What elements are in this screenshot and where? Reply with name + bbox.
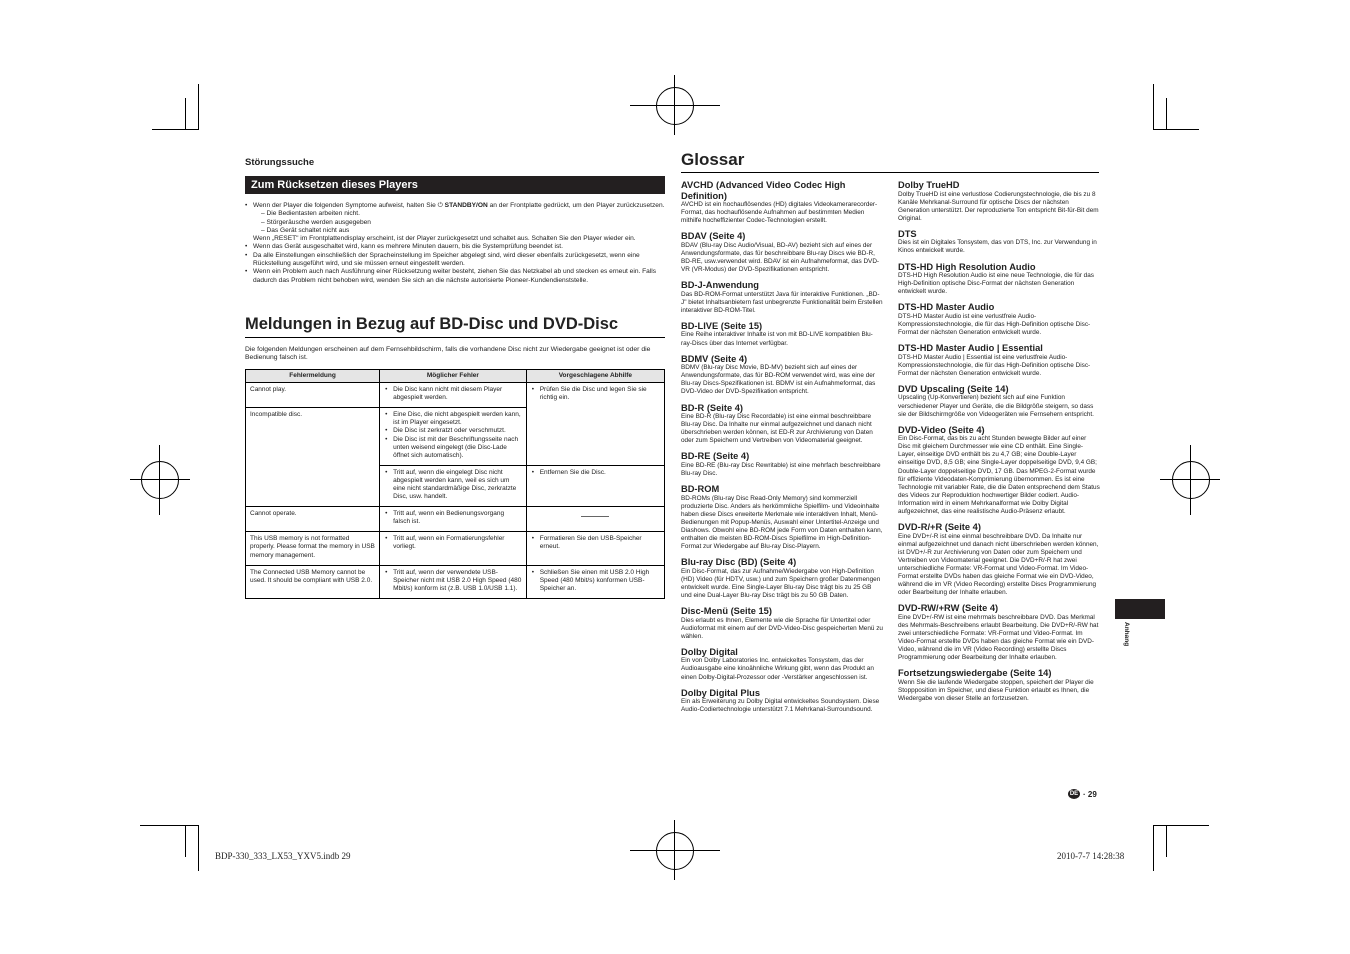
left-column [245, 150, 665, 599]
messages-heading: Meldungen in Bezug auf BD-Disc und DVD-Disc [245, 315, 665, 338]
crop-mark [152, 129, 199, 130]
section-label: Störungssuche [245, 157, 315, 168]
sub-item: – Das Gerät schaltet nicht aus [261, 226, 350, 234]
glossary-term: Dolby TrueHD [898, 180, 960, 190]
glossary-definition: Eine BD-RE (Blu-ray Disc Rewritable) ist eine mehrfach beschreibbare Blu-ray Disc. [681, 461, 881, 477]
glossary-entry [681, 403, 883, 446]
glossary-definition: Dies erlaubt es Ihnen, Elemente wie die Sprache für Untertitel oder Audioformat mit einem auf der DVD-Video-Disc gespeicherten Menü zu wählen. [681, 616, 883, 640]
sub-item: – Störgeräusche werden ausgegeben [261, 218, 371, 226]
crop-mark [185, 98, 186, 130]
column-header: Fehlermeldung [246, 369, 380, 382]
glossar-heading: Glossar [681, 150, 1099, 173]
table-cell: • Prüfen Sie die Disc und legen Sie sie richtig ein. [526, 383, 664, 466]
table-row [246, 532, 665, 565]
glossary-definition: BDMV (Blu-ray Disc Movie, BD-MV) bezieht sich auf eines der Anwendungsformate, das für BD-ROM verwendet wird, was eine der Blu-ray Discs-Spezifikationen ist. BDMV ist ein Aufnahmeformat, das DVD-Video der DVD-Spezifikation entspricht. [681, 364, 876, 396]
table-cell: The Connected USB Memory cannot be used. It should be compliant with USB 2.0. [246, 565, 380, 598]
glossary-definition: Eine DVD+/-R ist eine einmal beschreibbare DVD. Da Inhalte nur einmal aufgezeichnet und danach nicht überschrieben werden können, ist DVD+/-R zur Archivierung von Daten oder zum Speichern und Vertreiben von Videomaterial geeignet. Die DVD+R/-R hat zwei unterschiedliche Formate: VR-Format und Video-Format. Im Video-Format erstellte DVDs haben das gleiche Format wie ein DVD-Video, während die im VR (Video Recording) erstellte Discs Programmierung oder Bearbeitung der Inhalte erlauben. [898, 532, 1099, 597]
glossary-definition: Ein Disc-Format, das zur Aufnahme/Wiedergabe von High-Definition (HD) Video (für HDTV, usw.) und zum Speichern großer Datenmengen entwickelt wurde. Eine Single-Layer Blu-ray Disc trägt bis zu 25 GB und eine Dual-Layer Blu-ray Disc trägt bis zu 50 GB Daten. [681, 567, 881, 599]
table-row [246, 383, 665, 408]
glossary-entry [681, 280, 883, 315]
crop-mark [1166, 825, 1167, 857]
glossary-definition: DTS-HD High Resolution Audio ist eine neue Technologie, die für das High-Definition optische Disc-Format der nächsten Generation entwickelt wurde. [898, 272, 1094, 296]
glossary-term: BDAV (Seite 4) [681, 231, 746, 242]
glossary-entry [898, 302, 1100, 337]
glossary-term: BDMV (Seite 4) [681, 353, 748, 364]
glossary-entry [681, 688, 883, 715]
glossary-term: BD-J-Anwendung [681, 280, 759, 291]
glossary-entry [898, 522, 1100, 597]
glossary-definition: BDAV (Blu-ray Disc Audio/Visual, BD-AV) bezieht sich auf eines der Anwendungsformate, das für beschreibbare Blu-ray Discs wie BD-R, BD-RE, usw.verwendet wird. BDAV ist ein Aufnahmeformat, das DVD-VR (VR-Modus) der DVD-Spezifikationen entspricht. [681, 241, 880, 274]
registration-mark [656, 87, 694, 125]
glossary-definition: DTS-HD Master Audio ist eine verlustfreie Audio-Kompressionstechnologie, die für das High-Definition optische Disc-Format der nächsten Generation entwickelt wurde. [898, 312, 1091, 337]
crop-mark [1153, 825, 1154, 871]
standby-label: STANDBY/ON [444, 202, 488, 209]
glossary-entry [681, 321, 883, 348]
glossary-definition: Ein als Erweiterung zu Dolby Digital entwickeltes Soundsystem. Diese Audio-Codiertechnologie unterstützt 7.1 Mehrkanal-Surroundsound. [681, 698, 880, 714]
registration-mark [141, 461, 179, 499]
glossary-definition: Eine Reihe interaktiver Inhalte ist von mit BD-LIVE kompatiblen Blu-ray-Discs über das Internet verfügbar. [681, 331, 873, 347]
glossary-definition: Das BD-ROM-Format unterstützt Java für interaktive Funktionen. „BD-J" bietet Inhaltsanbietern fast unbegrenzte Funktionalität beim Erstellen interaktiver BD-ROM-Titel. [681, 290, 883, 314]
table-cell: • Tritt auf, wenn der verwendete USB-Speicher nicht mit USB 2.0 High Speed (480 Mbit/s) konform ist (z.B. USB 1.0/USB 1.1). [380, 565, 527, 598]
glossary-entry [681, 354, 883, 397]
registration-mark [1172, 461, 1210, 499]
reset-list [245, 202, 665, 285]
column-header: Vorgeschlagene Abhilfe [526, 369, 664, 382]
glossary-definition: Eine BD-R (Blu-ray Disc Recordable) ist eine einmal beschreibbare Blu-ray Disc. Da Inhalte nur einmal aufgezeichnet und danach nicht überschrieben werden können, ist ED-R zur Archivierung von Daten oder zum Speichern und Vertreiben von Videomaterial geeignet. [681, 413, 873, 445]
glossary-term: BD-RE (Seite 4) [681, 451, 750, 462]
glossary-term: Disc-Menü (Seite 15) [681, 606, 772, 617]
table-cell: • Formatieren Sie den USB-Speicher erneut. [526, 532, 664, 565]
glossary-term: BD-ROM [681, 484, 720, 495]
glossary-term: BD-R (Seite 4) [681, 402, 743, 413]
page-number [1068, 789, 1097, 799]
table-cell: Cannot operate. [246, 507, 380, 532]
registration-line [674, 75, 675, 135]
glossary-entry [898, 343, 1100, 378]
glossary-definition: Wenn Sie die laufende Wiedergabe stoppen, speichert der Player die Stoppposition im Speicher, und diese Funktion erlaubt es Ihnen, die Wiedergabe von dieser Stelle an fortzusetzen. [898, 678, 1094, 703]
messages-intro: Die folgenden Meldungen erscheinen auf dem Fernsehbildschirm, falls die vorhandene Disc nicht zur Wiedergabe geeignet ist oder die Bedienung falsch ist. [245, 345, 651, 362]
glossary-term: DVD-RW/+RW (Seite 4) [898, 603, 999, 614]
registration-line [674, 820, 675, 880]
crop-mark [198, 825, 199, 871]
list-item: • Wenn der Player die folgenden Symptome aufweist, halten Sie ⏻ STANDBY/ON an der Frontplatte gedrückt, um den Player zurückzusetzen. – Die Bedientasten arbeiten nicht. – Störgeräusche werden ausgegeben – Das Gerät schaltet nicht aus Wenn „RESET" im Frontplattendisplay erscheint, ist der Player zurückgesetzt und schaltet aus. Schalten Sie den Player wieder ein. [245, 202, 665, 243]
glossary-entry [681, 231, 883, 274]
power-icon: ⏻ [437, 202, 443, 209]
glossary-definition: Upscaling (Up-Konvertieren) bezieht sich auf eine Funktion verschiedener Player und Geräte, die die Bildgröße steigern, so dass sie der Bildschirmgröße von Videogeräten wie Fernsehern entspricht. [898, 394, 1094, 418]
glossary-term: Fortsetzungswiedergabe (Seite 14) [898, 668, 1052, 679]
list-item: • Wenn das Gerät ausgeschaltet wird, kann es mehrere Minuten dauern, bis die Systemprüfung beendet ist. [245, 243, 665, 251]
glossary-term: DVD Upscaling (Seite 14) [898, 383, 1009, 394]
glossary-term: Dolby Digital [681, 646, 738, 657]
crop-mark [1153, 825, 1209, 826]
language-badge: DE [1069, 791, 1079, 797]
registration-line [630, 850, 720, 851]
table-cell: • Tritt auf, wenn ein Formatierungsfehler vorliegt. [380, 532, 527, 565]
glossary-term: DTS [898, 228, 917, 239]
crop-mark [1166, 98, 1167, 130]
glossary-term: DVD-R/+R (Seite 4) [898, 522, 981, 533]
glossary-definition: Ein Disc-Format, das bis zu acht Stunden bewegte Bilder auf einer Disc mit gleichem Durchmesser wie eine CD enthält. Eine Single-Layer, einseitige DVD enthält bis zu 4,7 GB; eine Double-Layer einseitige DVD, 8,5 GB; eine Single-Layer doppelseitige DVD, 9,4 GB; Double-Layer doppelseitige DVD, 17 GB. Das MPEG-2-Format wurde für effiziente Videodaten-Komprimierung übernommen. Es ist eine Technologie mit variabler Rate, die die Daten entsprechend dem Status des Videos zur Reproduktion hochwertiger Bilder codiert. Audio-Information wird in einem Mehrkanalformat wie Dolby Digital aufgezeichnet, das eine realistische Audio-Präsenz erlaubt. [898, 435, 1100, 516]
sub-item: – Die Bedientasten arbeiten nicht. [261, 210, 360, 218]
glossar-column-2 [898, 180, 1100, 709]
crop-mark [140, 825, 199, 826]
glossary-definition: BD-ROMs (Blu-ray Disc Read-Only Memory) sind kommerziell produzierte Disc. Anders als herkömmliche Spielfilm- und Videoinhalte haben diese Discs erweiterte Merkmale wie interaktiven Inhalt, Menü-Bedienungen mit Popup-Menüs, Auswahl einer Untertitel-Anzeige und Diashows. Obwohl eine BD-ROM jede Form von Daten enthalten kann, enthalten die meisten BD-ROM-Discs Spielfilme im High-Definition-Format zur Wiedergabe auf Blu-ray Disc-Playern. [681, 494, 883, 551]
glossary-term: DTS-HD High Resolution Audio [898, 261, 1036, 272]
sub-item: Wenn „RESET" im Frontplattendisplay erscheint, ist der Player zurückgesetzt und schaltet aus. Schalten Sie den Player wieder ein. [253, 235, 636, 243]
glossary-definition: Ein von Dolby Laboratories Inc. entwickeltes Tonsystem, das der Audioausgabe eine kinoähnliche Wirkung gibt, wenn das Produkt an einen Dolby-Digital-Prozessor oder -Verstärker angeschlossen ist. [681, 657, 874, 681]
glossary-definition: DTS-HD Master Audio | Essential ist eine verlustfreie Audio-Kompressionstechnologie, die für das High-Definition optische Disc-Format der nächsten Generation entwickelt wurde. [898, 353, 1091, 377]
crop-mark [1153, 129, 1199, 130]
chapter-tab [1115, 599, 1165, 619]
glossary-entry [898, 262, 1100, 297]
table-cell: • Tritt auf, wenn die eingelegt Disc nicht abgespielt werden kann, weil es sich um eine nicht standardmäßige Disc, zerkratzte Disc, usw. handelt. [380, 465, 527, 506]
table-cell: Incompatible disc. [246, 408, 380, 507]
glossary-entry [681, 451, 883, 478]
glossary-entry [681, 557, 883, 600]
table-cell [526, 507, 664, 532]
glossary-entry [681, 484, 883, 551]
column-header: Möglicher Fehler [380, 369, 527, 382]
registration-line [1190, 445, 1191, 515]
glossary-entry [898, 668, 1100, 703]
crop-mark [185, 825, 186, 857]
glossary-term: Blu-ray Disc (BD) (Seite 4) [681, 557, 797, 568]
table-cell: • Entfernen Sie die Disc. [526, 465, 664, 506]
glossary-term: BD-LIVE (Seite 15) [681, 320, 763, 331]
glossary-entry [681, 647, 883, 682]
glossary-term: DTS-HD Master Audio [898, 302, 995, 313]
glossary-entry [898, 180, 1100, 223]
registration-line [130, 479, 190, 480]
registration-line [159, 445, 160, 515]
error-table [245, 369, 665, 599]
table-cell: • Schließen Sie einen mit USB 2.0 High Speed (480 Mbit/s) konformen USB-Speicher an. [526, 565, 664, 598]
glossary-entry [898, 425, 1100, 516]
table-row [246, 507, 665, 532]
glossary-entry [681, 606, 883, 641]
glossary-term: DTS-HD Master Audio | Essential [898, 343, 1043, 354]
glossary-term: DVD-Video (Seite 4) [898, 424, 985, 435]
page-number-text: · 29 [1083, 789, 1097, 799]
crop-mark [198, 84, 199, 130]
list-item: • Da alle Einstellungen einschließlich der Spracheinstellung im Speicher abgelegt sind, wird dieser ebenfalls zurückgesetzt, wenn eine Rückstellung ausgeführt wird, und sie müssen erneut eingestellt werden. [245, 252, 665, 269]
table-cell: • Tritt auf, wenn ein Bedienungsvorgang falsch ist. [380, 507, 527, 532]
list-item: • Wenn ein Problem auch nach Ausführung einer Rücksetzung weiter besteht, ziehen Sie das Netzkabel ab und stecken es erneut ein. Falls dadurch das Problem nicht behoben wird, wenden Sie sich an die nächste autorisierte Pioneer-Kundendienststelle. [245, 268, 665, 285]
dash-divider [581, 516, 609, 517]
glossar-column-1 [681, 180, 883, 720]
table-cell: • Eine Disc, die nicht abgespielt werden kann, ist im Player eingesetzt. • Die Disc ist zerkratzt oder verschmutzt. • Die Disc ist mit der Beschriftungsseite nach unten weisend eingelegt (die Disc-Lade öffnet sich automatisch). [380, 408, 527, 466]
glossary-entry [898, 603, 1100, 662]
crop-mark [1153, 84, 1154, 130]
table-cell: • Die Disc kann nicht mit diesem Player abgespielt werden. [380, 383, 527, 408]
glossary-entry [681, 180, 883, 225]
glossary-term: AVCHD (Advanced Video Codec High Definition) [681, 180, 846, 201]
footer-filename: BDP-330_333_LX53_YXV5.indb 29 [215, 851, 351, 861]
glossary-definition: Dies ist ein Digitales Tonsystem, das von DTS, Inc. zur Verwendung in Kinos entwickelt wurde. [898, 239, 1097, 255]
chapter-tab-label: Anhang [1123, 622, 1130, 647]
glossary-definition: AVCHD ist ein hochauflösendes (HD) digitales Videokamerarecorder-Format, das hochauflösende Aufnahmen auf bestimmten Medien mithilfe hocheffizienter Codec-Technologien erstellt. [681, 201, 878, 225]
glossary-term: Dolby Digital Plus [681, 687, 761, 698]
registration-mark [656, 832, 694, 870]
table-cell: Cannot play. [246, 383, 380, 408]
glossary-entry [898, 384, 1100, 419]
table-cell: This USB memory is not formatted properly. Please format the memory in USB memory management. [246, 532, 380, 565]
table-header-row [246, 369, 665, 382]
glossary-entry [898, 229, 1100, 256]
registration-line [630, 105, 720, 106]
reset-heading: Zum Rücksetzen dieses Players [245, 176, 665, 194]
glossary-definition: Dolby TrueHD ist eine verlustlose Codierungstechnologie, die bis zu 8 Kanäle Mehrkanal-Surround für optische Discs der nächsten Generation unterstützt. Der reproduzierte Ton entspricht Bit-für-Bit dem Original. [898, 190, 1099, 222]
glossary-definition: Eine DVD+/-RW ist eine mehrmals beschreibbare DVD. Das Merkmal des Mehrmals-Beschreibens erlaubt Bearbeitung. Die DVD+R/-RW hat zwei unterschiedliche Formate: VR-Format und Video-Format. Im Video-Format erstellte DVDs haben das gleiche Format wie ein DVD-Video, während die im VR (Video Recording) erstellte Discs Programmierung oder Bearbeitung der Inhalte erlauben. [898, 613, 1099, 662]
table-row [246, 565, 665, 598]
footer-timestamp: 2010-7-7 14:28:38 [1057, 851, 1125, 861]
